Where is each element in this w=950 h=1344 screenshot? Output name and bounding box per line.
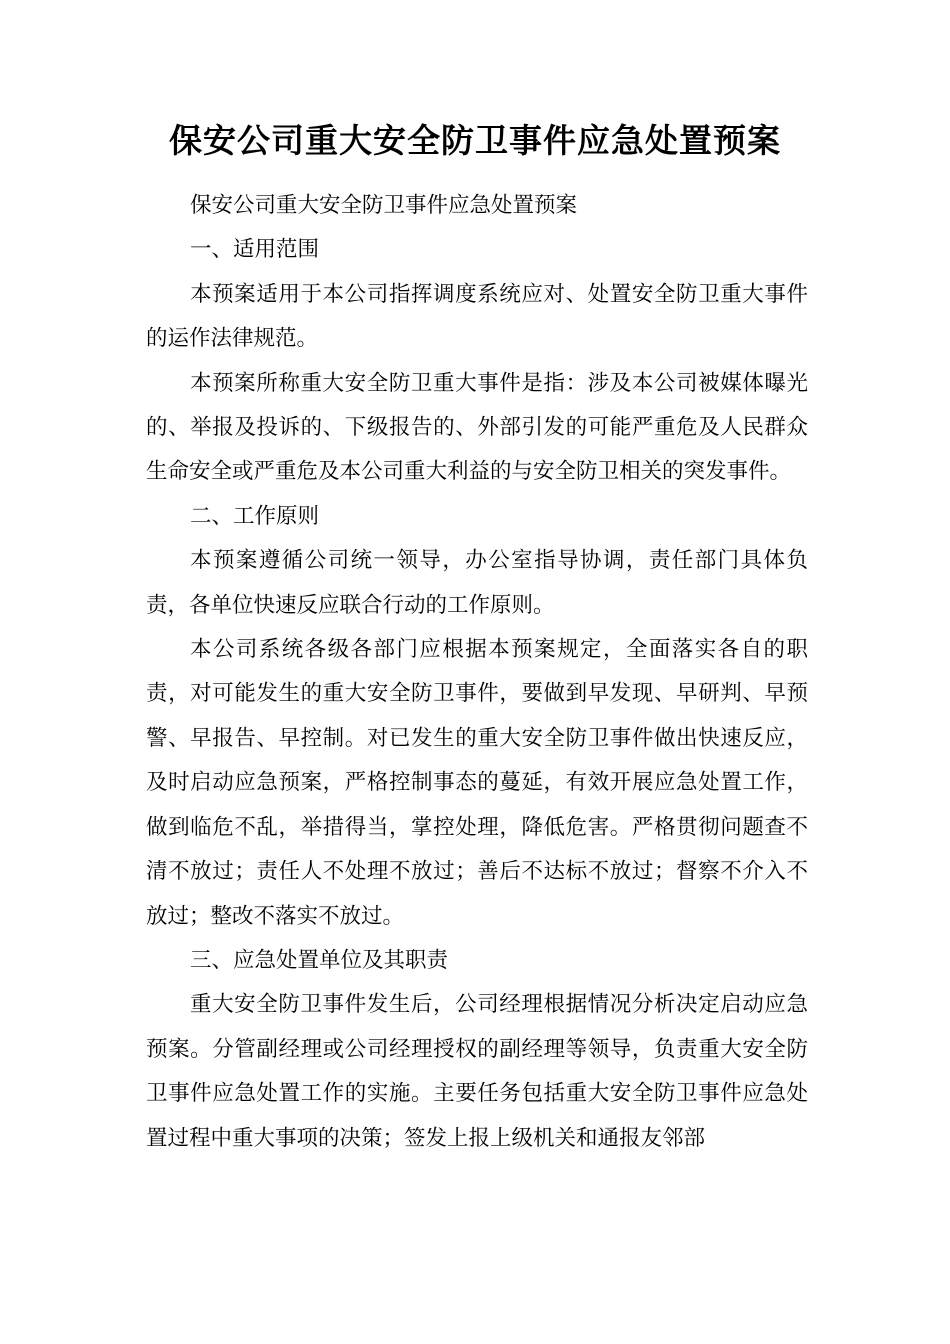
paragraph: 本预案所称重大安全防卫重大事件是指：涉及本公司被媒体曝光的、举报及投诉的、下级报告的、外部引发的可能严重危及人民群众生命安全或严重危及本公司重大利益的与安全防卫相关的突发事件。 [146,370,808,485]
section-heading-principles: 二、工作原则 [190,503,320,529]
paragraph: 重大安全防卫事件发生后，公司经理根据情况分析决定启动应急预案。分管副经理或公司经理授权的副经理等领导，负责重大安全防卫事件应急处置工作的实施。主要任务包括重大安全防卫事件应急处置过程中重大事项的决策；签发上报上级机关和通报友邻部 [146,992,808,1151]
paragraph-subtitle: 保安公司重大安全防卫事件应急处置预案 [190,193,578,218]
paragraph: 本公司系统各级各部门应根据本预案规定，全面落实各自的职责，对可能发生的重大安全防卫事件，要做到早发现、早研判、早预警、早报告、早控制。对已发生的重大安全防卫事件做出快速反应，及时启动应急预案，严格控制事态的蔓延，有效开展应急处置工作，做到临危不乱，举措得当，掌控处理，降低危害。严格贯彻问题查不清不放过；责任人不处理不放过；善后不达标不放过；督察不介入不放过；整改不落实不放过。 [146,637,808,929]
section-heading-units: 三、应急处置单位及其职责 [190,947,449,973]
section-heading-scope: 一、适用范围 [190,237,320,263]
paragraph: 本预案遵循公司统一领导，办公室指导协调，责任部门具体负责，各单位快速反应联合行动的工作原则。 [146,548,808,618]
document-body [146,184,808,1161]
paragraph: 本预案适用于本公司指挥调度系统应对、处置安全防卫重大事件的运作法律规范。 [146,281,808,352]
document-title: 保安公司重大安全防卫事件应急处置预案 [169,121,781,160]
